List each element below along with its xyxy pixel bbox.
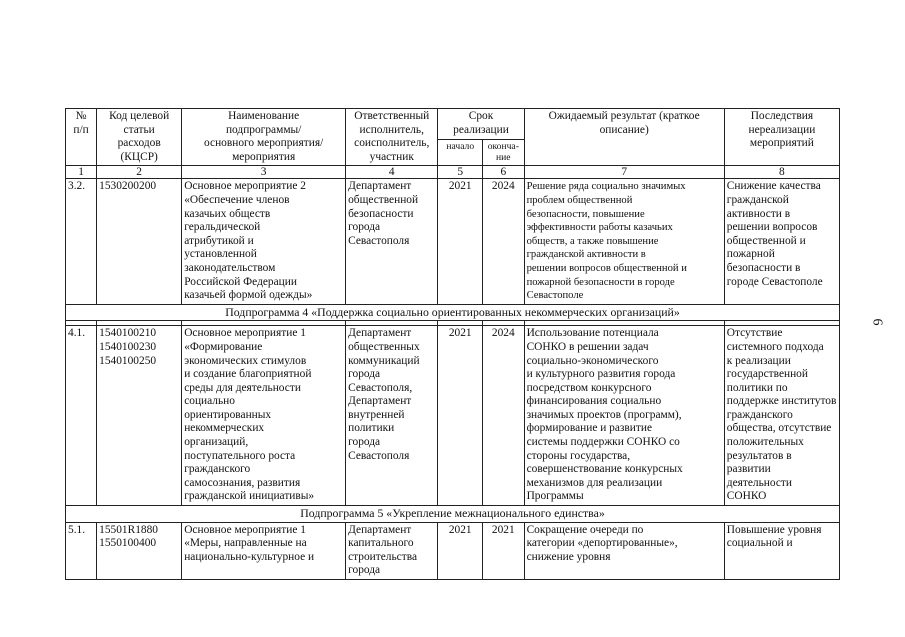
row-name: Основное мероприятие 1 «Формирование экономических стимулов и создание благоприятной среды для деятельности социально ориентированных некоммерческих организаций, поступательного роста гражданского самосознания, развития гражданской инициативы» <box>182 326 346 506</box>
header-row <box>66 109 840 140</box>
row-code: 15501R1880 1550100400 <box>97 522 182 579</box>
header-end: оконча- ние <box>483 140 525 166</box>
header-responsible: Ответственный исполнитель, соисполнитель, участник <box>346 109 438 166</box>
col-number: 6 <box>483 166 525 179</box>
row-code: 1530200200 <box>97 179 182 304</box>
header-term: Срок реализации <box>438 109 524 140</box>
row-start: 2021 <box>438 522 483 579</box>
table-row <box>66 326 840 506</box>
page-number: 6 <box>869 318 885 326</box>
row-result: Сокращение очереди по категории «депортированные», снижение уровня <box>524 522 724 579</box>
header-num: № п/п <box>66 109 97 166</box>
col-number: 2 <box>97 166 182 179</box>
col-number: 7 <box>524 166 724 179</box>
row-num: 5.1. <box>66 522 97 579</box>
col-number: 5 <box>438 166 483 179</box>
row-name: Основное мероприятие 1 «Меры, направленные на национально-культурное и <box>182 522 346 579</box>
row-num: 3.2. <box>66 179 97 304</box>
row-consequences: Отсутствие системного подхода к реализации государственной политики по поддержке институтов гражданского общества, отсутствие положительных результатов в развитии деятельности СОНКО <box>724 326 839 506</box>
row-consequences: Снижение качества гражданской активности в решении вопросов общественной и пожарной безопасности в городе Севастополе <box>724 179 839 304</box>
header-start: начало <box>438 140 483 166</box>
program-table <box>65 108 840 580</box>
subprogram-4-title: Подпрограмма 4 «Поддержка социально ориентированных некоммерческих организаций» <box>66 304 840 321</box>
col-number: 3 <box>182 166 346 179</box>
row-code: 1540100210 1540100230 1540100250 <box>97 326 182 506</box>
row-responsible: Департамент капитального строительства города <box>346 522 438 579</box>
subprogram-row <box>66 506 840 523</box>
row-end: 2021 <box>483 522 525 579</box>
table-row <box>66 522 840 579</box>
subprogram-row <box>66 304 840 321</box>
row-name: Основное мероприятие 2 «Обеспечение членов казачьих обществ геральдической атрибутикой и установленной законодательством Российской Федерации казачьей формой одежды» <box>182 179 346 304</box>
row-end: 2024 <box>483 326 525 506</box>
row-start: 2021 <box>438 179 483 304</box>
row-num: 4.1. <box>66 326 97 506</box>
row-responsible: Департамент общественной безопасности города Севастополя <box>346 179 438 304</box>
col-number: 4 <box>346 166 438 179</box>
row-responsible: Департамент общественных коммуникаций города Севастополя, Департамент внутренней политики города Севастополя <box>346 326 438 506</box>
col-number: 8 <box>724 166 839 179</box>
header-consequences: Последствия нереализации мероприятий <box>724 109 839 166</box>
subprogram-5-title: Подпрограмма 5 «Укрепление межнационального единства» <box>66 506 840 523</box>
col-number: 1 <box>66 166 97 179</box>
row-result: Решение ряда социально значимых проблем общественной безопасности, повышение эффективности работы казачьих обществ, а также повышение гражданской активности в решении вопросов общественной и пожарной безопасности в городе Севастополе <box>524 179 724 304</box>
row-consequences: Повышение уровня социальной и <box>724 522 839 579</box>
column-number-row <box>66 166 840 179</box>
row-end: 2024 <box>483 179 525 304</box>
row-result: Использование потенциала СОНКО в решении задач социально-экономического и культурного развития города посредством конкурсного финансирования социально значимых проектов (программ), формирование и развитие системы поддержки СОНКО со стороны государства, совершенствование конкурсных механизмов для реализации Программы <box>524 326 724 506</box>
header-code: Код целевой статьи расходов (КЦСР) <box>97 109 182 166</box>
header-result: Ожидаемый результат (краткое описание) <box>524 109 724 166</box>
row-start: 2021 <box>438 326 483 506</box>
table-row <box>66 179 840 304</box>
header-name: Наименование подпрограммы/ основного мероприятия/ мероприятия <box>182 109 346 166</box>
